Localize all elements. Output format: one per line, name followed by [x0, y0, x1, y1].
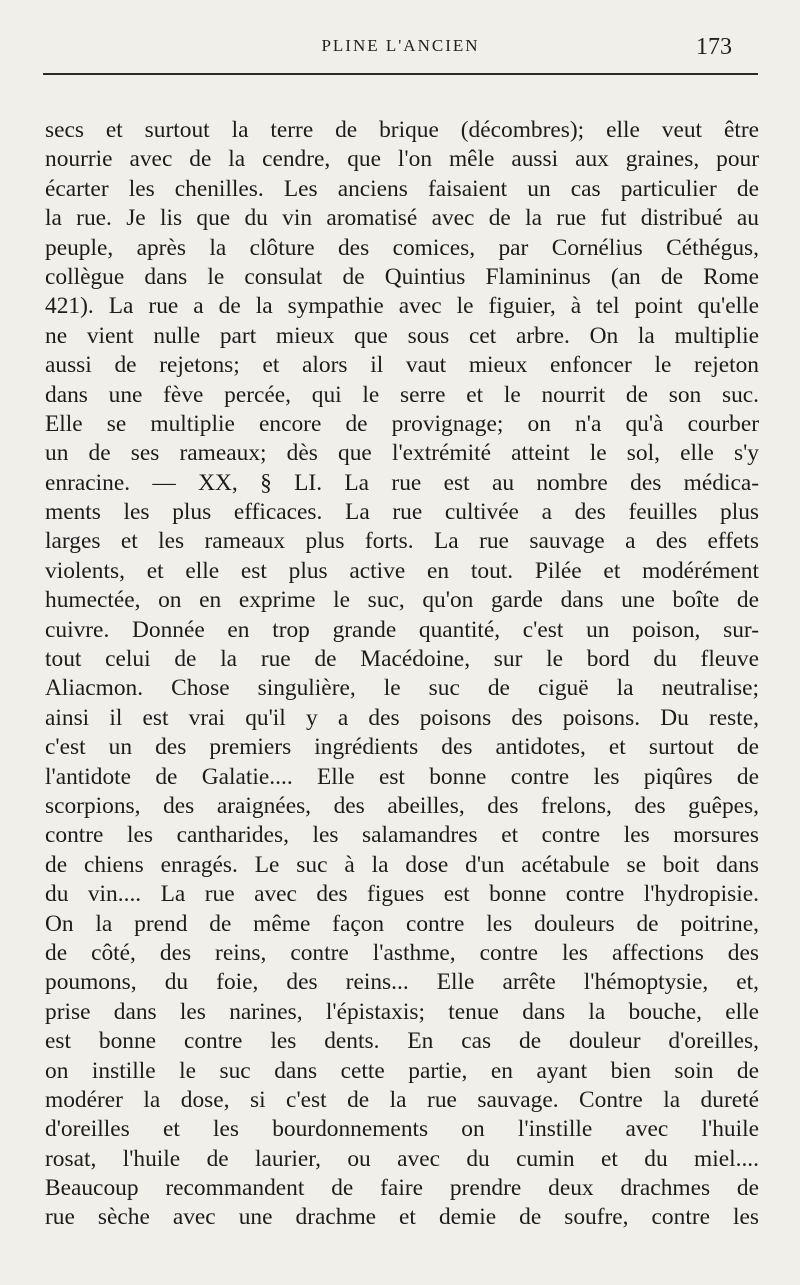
- text-line: rosat, l'huile de laurier, ou avec du cumin et du miel....: [45, 1145, 759, 1172]
- text-line: nourrie avec de la cendre, que l'on mêle aussi aux graines, pour: [45, 146, 759, 173]
- text-line: 421). La rue a de la sympathie avec le figuier, à tel point qu'elle: [45, 293, 759, 320]
- text-line: collègue dans le consulat de Quintius Flamininus (an de Rome: [45, 263, 759, 290]
- text-line: la rue. Je lis que du vin aromatisé avec de la rue fut distribué au: [45, 205, 759, 232]
- text-line: humectée, on en exprime le suc, qu'on garde dans une boîte de: [45, 587, 759, 614]
- text-line: peuple, après la clôture des comices, par Cornélius Céthégus,: [45, 234, 759, 261]
- text-line: contre les cantharides, les salamandres et contre les morsures: [45, 822, 759, 849]
- body-text: [45, 116, 759, 1233]
- text-line: poumons, du foie, des reins... Elle arrête l'hémoptysie, et,: [45, 969, 759, 996]
- text-line: dans une fève percée, qui le serre et le nourrit de son suc.: [45, 381, 759, 408]
- text-line: on instille le suc dans cette partie, en ayant bien soin de: [45, 1057, 759, 1084]
- running-title: PLINE L'ANCIEN: [321, 36, 480, 55]
- text-line: modérer la dose, si c'est de la rue sauvage. Contre la dureté: [45, 1086, 759, 1113]
- text-line: l'antidote de Galatie.... Elle est bonne contre les piqûres de: [45, 763, 759, 790]
- text-line: ainsi il est vrai qu'il y a des poisons des poisons. Du reste,: [45, 704, 759, 731]
- text-line: Aliacmon. Chose singulière, le suc de ciguë la neutralise;: [45, 675, 759, 702]
- text-line: larges et les rameaux plus forts. La rue sauvage a des effets: [45, 528, 759, 555]
- text-line: On la prend de même façon contre les douleurs de poitrine,: [45, 910, 759, 937]
- text-line: de côté, des reins, contre l'asthme, contre les affections des: [45, 939, 759, 966]
- text-line: du vin.... La rue avec des figues est bonne contre l'hydropisie.: [45, 881, 759, 908]
- running-head: [43, 34, 758, 64]
- text-line: d'oreilles et les bourdonnements on l'instille avec l'huile: [45, 1116, 759, 1143]
- text-line: est bonne contre les dents. En cas de douleur d'oreilles,: [45, 1028, 759, 1055]
- text-line: ne vient nulle part mieux que sous cet arbre. On la multiplie: [45, 322, 759, 349]
- text-line: Elle se multiplie encore de provignage; on n'a qu'à courber: [45, 410, 759, 437]
- text-line: violents, et elle est plus active en tout. Pilée et modérément: [45, 557, 759, 584]
- text-line: cuivre. Donnée en trop grande quantité, c'est un poison, sur-: [45, 616, 759, 643]
- text-line: ments les plus efficaces. La rue cultivée a des feuilles plus: [45, 499, 759, 526]
- page-number: 173: [696, 34, 732, 60]
- text-line: scorpions, des araignées, des abeilles, des frelons, des guêpes,: [45, 792, 759, 819]
- text-line: écarter les chenilles. Les anciens faisaient un cas particulier de: [45, 175, 759, 202]
- text-line: prise dans les narines, l'épistaxis; tenue dans la bouche, elle: [45, 998, 759, 1025]
- text-line: enracine. — XX, § LI. La rue est au nombre des médica-: [45, 469, 759, 496]
- header-rule: [43, 73, 758, 75]
- text-line: de chiens enragés. Le suc à la dose d'un acétabule se boit dans: [45, 851, 759, 878]
- text-line: rue sèche avec une drachme et demie de soufre, contre les: [45, 1204, 759, 1231]
- text-line: tout celui de la rue de Macédoine, sur le bord du fleuve: [45, 646, 759, 673]
- text-line: Beaucoup recommandent de faire prendre deux drachmes de: [45, 1175, 759, 1202]
- text-line: c'est un des premiers ingrédients des antidotes, et surtout de: [45, 734, 759, 761]
- text-line: secs et surtout la terre de brique (décombres); elle veut être: [45, 117, 759, 143]
- text-line: aussi de rejetons; et alors il vaut mieux enfoncer le rejeton: [45, 352, 759, 379]
- text-line: un de ses rameaux; dès que l'extrémité atteint le sol, elle s'y: [45, 440, 759, 467]
